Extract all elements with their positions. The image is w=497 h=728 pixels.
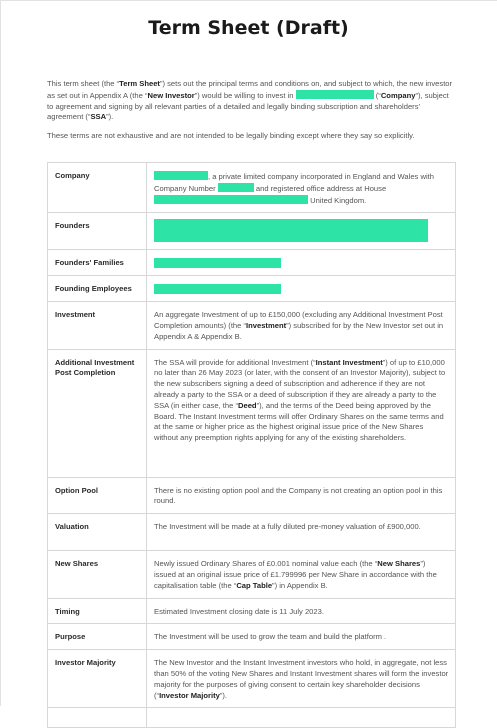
investment-term: Investment — [246, 320, 287, 330]
investor-majority-term: Investor Majority — [159, 690, 220, 700]
row-label-valuation: Valuation — [48, 514, 147, 551]
row-value-investor-majority — [147, 650, 456, 708]
row-value-purpose: The Investment will be used to grow the team and build the platform . — [147, 624, 456, 650]
table-row — [48, 163, 456, 213]
row-label-investor-majority: Investor Majority — [48, 650, 147, 708]
disclaimer-paragraph: These terms are not exhaustive and are not intended to be legally binding except where they say so explicitly. — [47, 131, 415, 140]
page-top-edge — [0, 0, 497, 1]
table-row — [48, 551, 456, 598]
term-sheet-term: Term Sheet — [119, 79, 160, 88]
table-row — [48, 276, 456, 302]
row-label-timing: Timing — [48, 598, 147, 624]
table-row — [48, 213, 456, 250]
company-text: , a private limited company incorporated in England and Wales with Company Number — [154, 172, 434, 193]
intro-text: ”) would be willing to invest in — [194, 90, 294, 100]
company-term: Company — [380, 90, 416, 100]
document-title: Term Sheet (Draft) — [148, 17, 349, 39]
redacted-address — [154, 195, 308, 204]
row-label-truncated — [48, 708, 147, 728]
intro-paragraph — [47, 79, 457, 123]
page-left-edge — [0, 0, 1, 706]
redacted-company-name — [154, 171, 208, 180]
company-text: and registered office address at House — [255, 183, 387, 193]
table-row — [48, 708, 456, 728]
table-row — [48, 302, 456, 349]
company-text: United Kingdom. — [310, 195, 367, 205]
row-value-founders-families — [147, 250, 456, 276]
intro-text: ”). — [106, 112, 114, 122]
row-value-new-shares — [147, 551, 456, 598]
additional-text: The SSA will provide for additional Investment (“ — [154, 357, 316, 367]
row-value-timing: Estimated Investment closing date is 11 July 2023. — [147, 598, 456, 624]
new-shares-term: New Shares — [377, 559, 421, 569]
row-value-valuation: The Investment will be made at a fully diluted pre-money valuation of £900,000. — [147, 514, 456, 551]
deed-term: Deed — [238, 400, 257, 410]
investment-text: ”) subscribed for by the New Investor set out in Appendix A & Appendix B. — [154, 320, 444, 341]
ssa-term: SSA — [90, 112, 107, 122]
additional-text: ”) of up to £10,000 no later than 26 May 2023 (or later, with the consent of an Investor Majority), subject to the new subscribers signing a deed of subscription and adherence if they are not already a party to the SSA or a deed of subscription if they are already a party to the SSA (in either case, the “ — [154, 357, 446, 410]
row-value-founding-employees — [147, 276, 456, 302]
intro-text: (“ — [375, 90, 381, 100]
row-label-founders-families: Founders' Families — [48, 250, 147, 276]
table-row — [48, 250, 456, 276]
instant-investment-term: Instant Investment — [315, 357, 383, 367]
row-value-option-pool: There is no existing option pool and the Company is not creating an option pool in this round. — [147, 477, 456, 514]
table-row — [48, 514, 456, 551]
intro-text: ”) sets out the principal terms and conditions on, and subject to which, the new investor as set out in Appendix A (the “ — [47, 79, 453, 100]
new-shares-text: ”) in Appendix B. — [272, 580, 328, 590]
row-value-additional-investment — [147, 349, 456, 477]
new-investor-term: New Investor — [147, 90, 195, 100]
redacted-company-name — [296, 90, 374, 99]
row-label-founders: Founders — [48, 213, 147, 250]
redacted-founding-employees — [154, 284, 281, 294]
table-row — [48, 598, 456, 624]
new-shares-text: ”) issued at an original issue price of £1.799996 per New Share in accordance with the capitalisation table (the “ — [154, 559, 437, 590]
row-value-founders — [147, 213, 456, 250]
redacted-founders — [154, 219, 428, 242]
table-row — [48, 650, 456, 708]
additional-text: ”), and the terms of the Deed being approved by the Board. The Instant Investment terms will offer Ordinary Shares on the same terms and at the same or higher price as the highest original issue price of the New Shares without any preemption rights applying for any of the existing shareholders. — [154, 400, 444, 443]
row-value-investment — [147, 302, 456, 349]
term-sheet-table — [47, 162, 456, 728]
table-row — [48, 477, 456, 514]
intro-text: ”), subject to agreement and signing by all relevant parties of a detailed and legally binding subscription and shareholders’ agreement (“ — [47, 90, 449, 122]
row-label-purpose: Purpose — [48, 624, 147, 650]
row-label-company: Company — [48, 163, 147, 213]
row-label-investment: Investment — [48, 302, 147, 349]
redacted-founders-families — [154, 258, 281, 268]
investor-majority-text: ”). — [219, 690, 227, 700]
investor-majority-text: The New Investor and the Instant Investment investors who hold, in aggregate, not less than 50% of the voting New Shares and Instant Investment shares will form the investor majority for the purposes of giving consent to certain key shareholder decisions (“ — [154, 658, 449, 700]
table-row — [48, 349, 456, 477]
intro-text: This term sheet (the “ — [47, 79, 120, 88]
row-label-new-shares: New Shares — [48, 551, 147, 598]
row-label-founding-employees: Founding Employees — [48, 276, 147, 302]
row-value-company — [147, 163, 456, 213]
investment-text: An aggregate Investment of up to £150,000 (excluding any Additional Investment Post Completion amounts) (the “ — [154, 310, 443, 330]
redacted-company-number — [218, 183, 254, 192]
table-row — [48, 624, 456, 650]
row-label-additional-investment: Additional Investment Post Completion — [48, 349, 147, 477]
cap-table-term: Cap Table — [236, 580, 273, 590]
row-label-option-pool: Option Pool — [48, 477, 147, 514]
new-shares-text: Newly issued Ordinary Shares of £0.001 nominal value each (the “ — [154, 559, 378, 569]
row-value-truncated — [147, 708, 456, 728]
